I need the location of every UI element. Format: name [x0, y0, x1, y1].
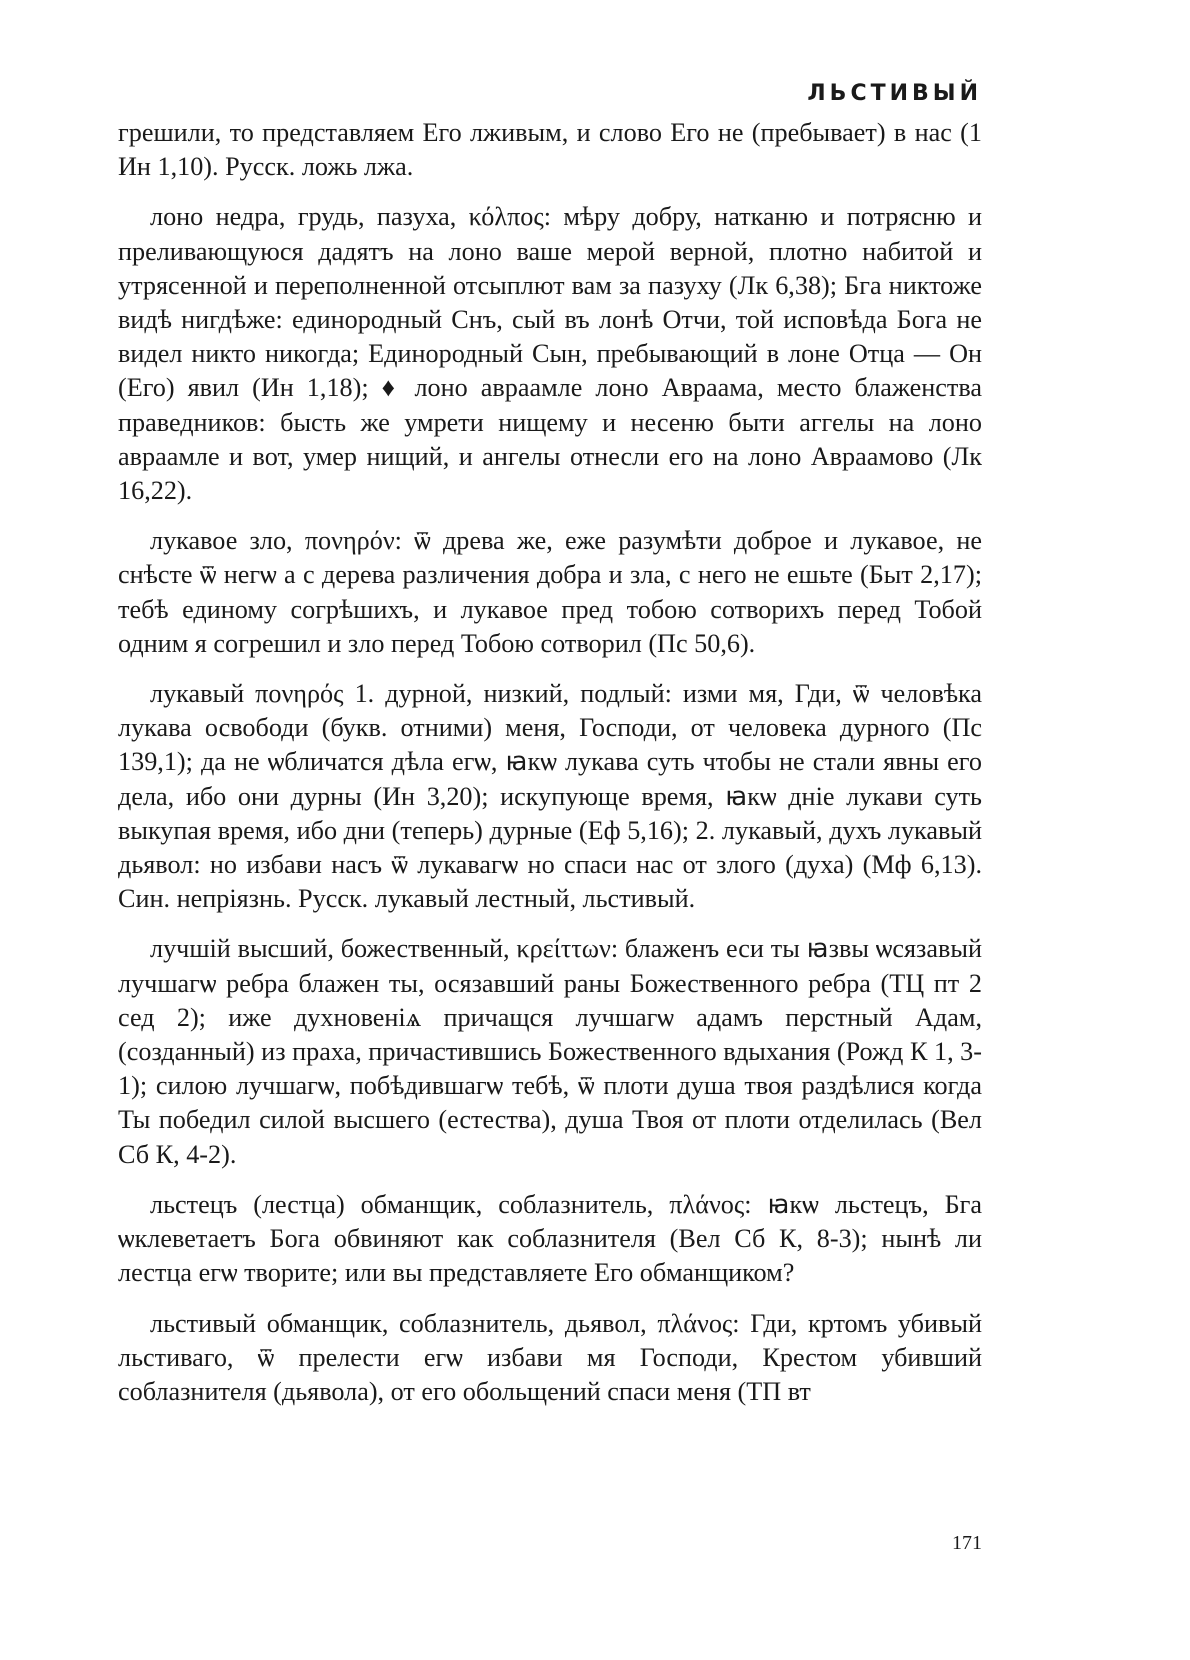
entry-lstets: льстецъ (лестца) обманщик, соблазнитель, πλάνος: ꙗкѡ льстецъ, Бга ѡклеветаетъ Бога обвиняют как соблазнителя (Вел Сб К, 8-3); нынѣ ли лестца егѡ творите; или вы представляете Его обманщиком?	[118, 1189, 982, 1288]
running-head: ЛЬСТИВЫЙ	[807, 81, 982, 106]
entry-lukavyi: лукавый πονηρός 1. дурной, низкий, подлый: изми мя, Гди, ѿ человѣка лукава освободи (букв. отними) меня, Господи, от человека дурного (Пс 139,1); да не ѡбличатся дѣла егѡ, ꙗкѡ лукава суть чтобы не стали явны его дела, ибо они дурны (Ин 3,20); искупующе время, ꙗкѡ дніе лукави суть выкупая время, ибо дни (теперь) дурные (Еф 5,16); 2. лукавый, духъ лукавый дьявол: но избави насъ ѿ лукавагѡ но спаси нас от злого (духа) (Мф 6,13). Син. непріязнь. Русск. лукавый лестный, льстивый.	[118, 679, 982, 914]
entry-lono: лоно недра, грудь, пазуха, κόλπος: мѣру добру, натканю и потрясню и преливающуюся дадятъ на лоно ваше мерой верной, плотно набитой и утрясенной и переполненной отсыплют вам за пазуху (Лк 6,38); Бга никтоже видѣ нигдѣже: единородный Снъ, сый въ лонѣ Отчи, той исповѣда Бога не видел никто никогда; Единородный Сын, пребывающий в лоне Отца — Он (Его) явил (Ин 1,18); ♦ лоно авраамле лоно Авраама, место блаженства праведников: бысть же умрети нищему и несеню быти аггелы на лоно авраамле и вот, умер нищий, и ангелы отнесли его на лоно Авраамово (Лк 16,22).	[118, 202, 982, 506]
paragraph-continuation: грешили, то представляем Его лживым, и слово Его не (пребывает) в нас (1 Ин 1,10). Русск. ложь лжа.	[118, 118, 982, 182]
dictionary-text	[118, 116, 982, 1409]
page-number: 171	[952, 1532, 982, 1554]
entry-lstivyi: льстивый обманщик, соблазнитель, дьявол, πλάνος: Гди, кртомъ убивый льстиваго, ѿ прелести егѡ избави мя Господи, Крестом убивший соблазнителя (дьявола), от его обольщений спаси меня (ТП вт	[118, 1308, 982, 1406]
entry-lukavoe: лукавое зло, πονηρόν: ѿ древа же, еже разумѣти доброе и лукавое, не снѣсте ѿ негѡ а с дерева различения добра и зла, с него не ешьте (Быт 2,17); тебѣ единому согрѣшихъ, и лукавое пред тобою сотворихъ перед Тобой одним я согрешил и зло перед Тобою сотворил (Пс 50,6).	[118, 526, 982, 658]
book-page	[118, 72, 982, 1602]
entry-luchshii: лучшій высший, божественный, κρείττων: блаженъ еси ты ꙗзвы ѡсязавый лучшагѡ ребра блажен ты, осязавший раны Божественного ребра (ТЦ пт 2 сед 2); иже духновеніѧ причащся лучшагѡ адамъ перстный Адам, (созданный) из праха, причастившись Божественного вдыхания (Рожд К 1, 3-1); силою лучшагѡ, побѣдившагѡ тебѣ, ѿ плоти душа твоя раздѣлися когда Ты победил силой высшего (естества), душа Твоя от плоти отделилась (Вел Сб К, 4-2).	[118, 934, 982, 1169]
